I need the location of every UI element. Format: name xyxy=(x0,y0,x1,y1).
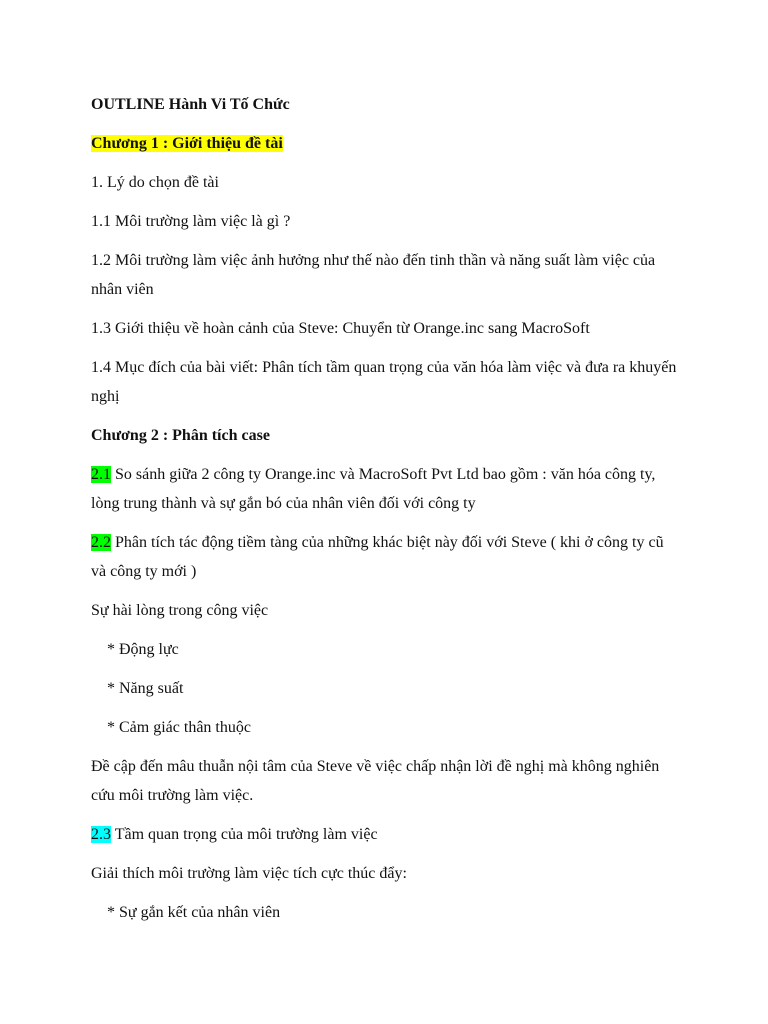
bullet-belonging: * Cảm giác thân thuộc xyxy=(107,719,251,736)
item-2-2-text: Phân tích tác động tiềm tàng của những khác biệt này đối với Steve ( khi ở công ty cũ và công ty mới ) xyxy=(91,534,664,580)
item-2-1 xyxy=(91,460,681,518)
chapter-1-heading-text: Chương 1 : Giới thiệu đề tài xyxy=(91,135,283,152)
explain-paragraph: Giải thích môi trường làm việc tích cực thúc đẩy: xyxy=(91,865,407,882)
item-1-2: 1.2 Môi trường làm việc ảnh hưởng như thế nào đến tinh thần và năng suất làm việc của nhân viên xyxy=(91,252,656,298)
item-2-1-text: So sánh giữa 2 công ty Orange.inc và MacroSoft Pvt Ltd bao gồm : văn hóa công ty, lòng trung thành và sự gắn bó của nhân viên đối với công ty xyxy=(91,466,656,512)
chapter-2-heading: Chương 2 : Phân tích case xyxy=(91,427,270,444)
document-body xyxy=(91,90,681,937)
conflict-paragraph: Đề cập đến mâu thuẫn nội tâm của Steve về việc chấp nhận lời đề nghị mà không nghiên cứu môi trường làm việc. xyxy=(91,758,660,804)
item-2-2 xyxy=(91,528,681,586)
item-1-3: 1.3 Giới thiệu về hoàn cảnh của Steve: Chuyển từ Orange.inc sang MacroSoft xyxy=(91,320,590,337)
item-2-3 xyxy=(91,820,681,849)
bullet-motivation: * Động lực xyxy=(107,641,179,658)
bullet-engagement: * Sự gắn kết của nhân viên xyxy=(107,904,281,921)
bullet-productivity: * Năng suất xyxy=(107,680,184,697)
item-1-4: 1.4 Mục đích của bài viết: Phân tích tầm quan trọng của văn hóa làm việc và đưa ra khuyến nghị xyxy=(91,359,677,405)
item-1-1: 1.1 Môi trường làm việc là gì ? xyxy=(91,213,291,230)
item-1: 1. Lý do chọn đề tài xyxy=(91,174,219,191)
item-2-1-number: 2.1 xyxy=(91,466,111,483)
chapter-1-heading xyxy=(91,129,681,158)
satisfaction-heading: Sự hài lòng trong công việc xyxy=(91,602,269,619)
item-2-2-number: 2.2 xyxy=(91,534,111,551)
item-2-3-number: 2.3 xyxy=(91,826,111,843)
document-title: OUTLINE Hành Vi Tố Chức xyxy=(91,96,290,113)
item-2-3-text: Tầm quan trọng của môi trường làm việc xyxy=(111,826,378,843)
